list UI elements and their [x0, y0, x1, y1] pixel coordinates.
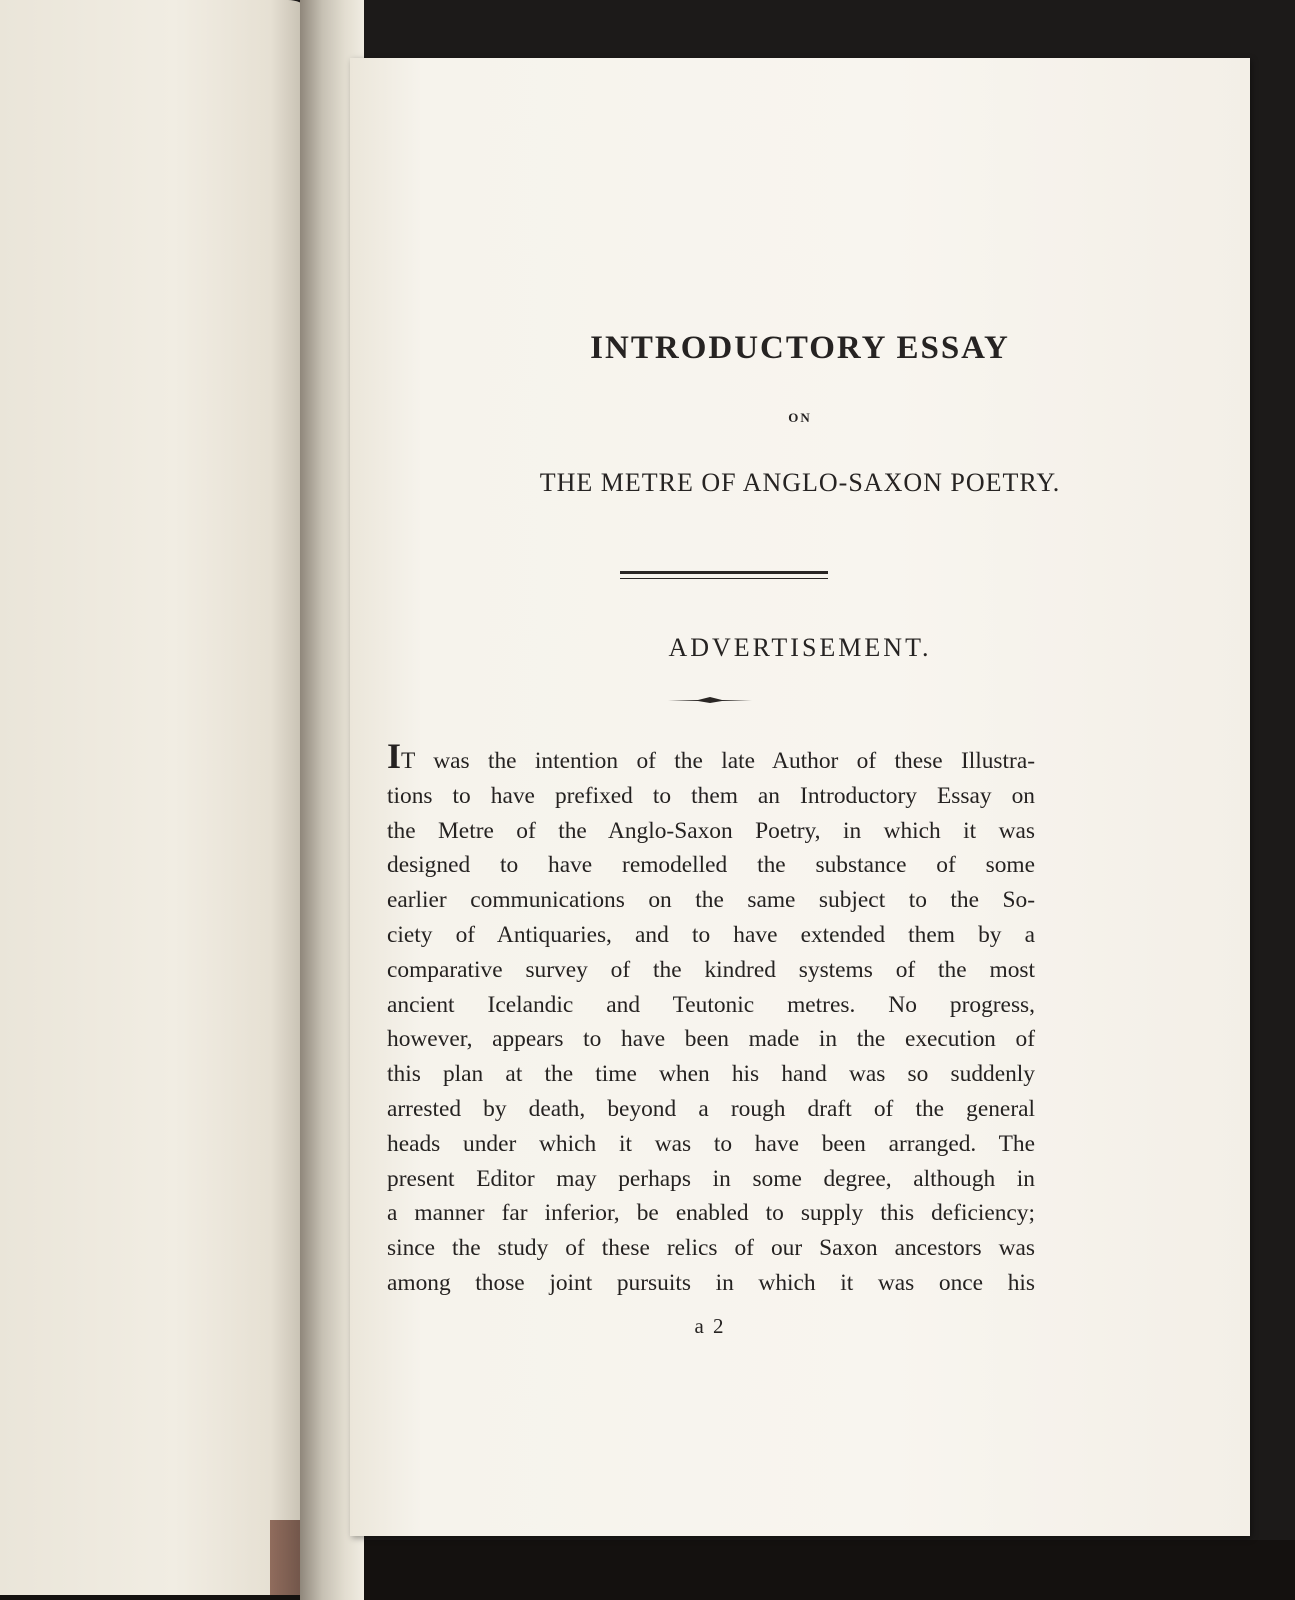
text-line [387, 736, 1035, 779]
text-line: ancient Icelandic and Teutonic metres. No progress, [387, 991, 1035, 1018]
text-line: designed to have remodelled the substance of some [387, 852, 1035, 879]
text-line: heads under which it was to have been arranged. The [387, 1130, 1035, 1157]
facing-page-left [0, 0, 318, 1595]
text-line: among those joint pursuits in which it was once his [387, 1269, 1035, 1296]
double-rule-divider [620, 571, 828, 579]
body-paragraph [387, 736, 1035, 1301]
text-line: since the study of these relics of our Saxon ancestors was [387, 1235, 1035, 1262]
text-line: however, appears to have been made in the execution of [387, 1026, 1035, 1053]
drop-cap: I [387, 736, 402, 776]
page-subtitle: THE METRE OF ANGLO-SAXON POETRY. [539, 468, 1061, 497]
text-line: a manner far inferior, be enabled to supply this deficiency; [387, 1200, 1035, 1227]
page-title: INTRODUCTORY ESSAY [590, 330, 1010, 366]
text-line: this plan at the time when his hand was so suddenly [387, 1061, 1035, 1088]
page-right [350, 58, 1250, 1536]
page-signature: a 2 [694, 1314, 726, 1338]
text-line: earlier communications on the same subject to the So- [387, 887, 1035, 914]
text-line: comparative survey of the kindred systems of the most [387, 956, 1035, 983]
text-line: tions to have prefixed to them an Introductory Essay on [387, 782, 1035, 809]
text-line: the Metre of the Anglo-Saxon Poetry, in which it was [387, 817, 1035, 844]
text-line: present Editor may perhaps in some degree, although in [387, 1165, 1035, 1192]
text-line: ciety of Antiquaries, and to have extended them by a [387, 921, 1035, 948]
text-line: arrested by death, beyond a rough draft of the general [387, 1095, 1035, 1122]
ornament-divider [668, 695, 752, 705]
title-connector: ON [788, 410, 812, 425]
first-line-text: T was the intention of the late Author of these Illustra- [401, 748, 1035, 774]
section-heading: ADVERTISEMENT. [668, 633, 932, 662]
